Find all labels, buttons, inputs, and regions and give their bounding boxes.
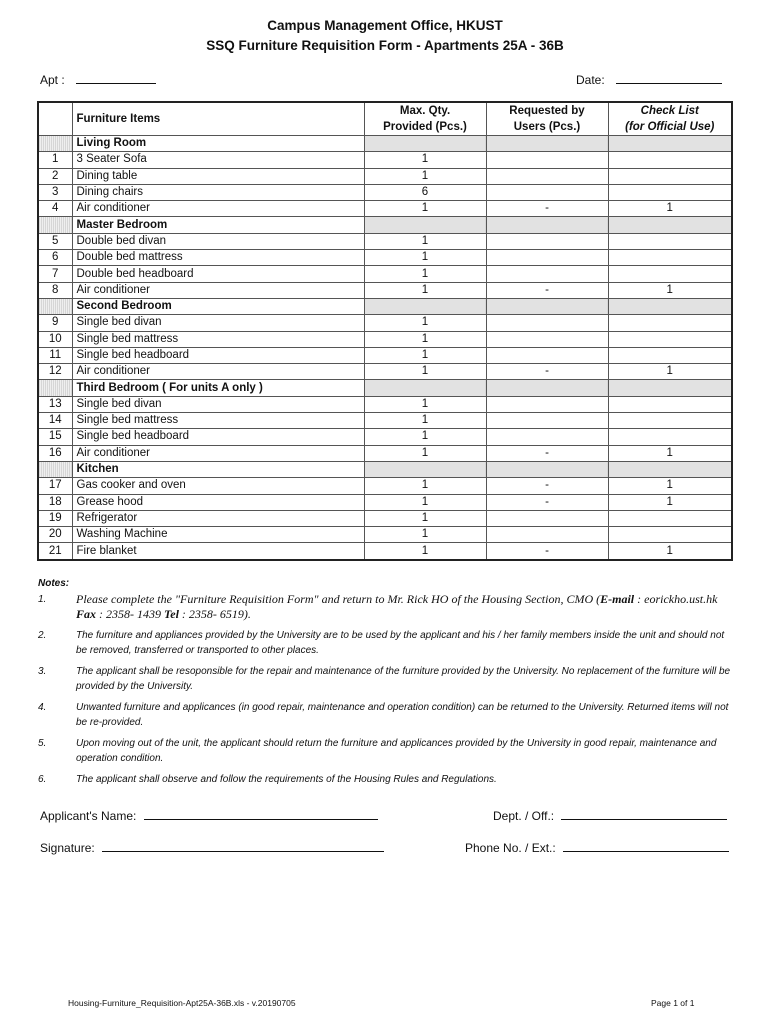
row-number: 3 [38, 184, 72, 200]
max-qty-cell: 1 [364, 282, 486, 298]
apt-field[interactable] [40, 72, 156, 87]
requested-qty-cell[interactable]: - [486, 445, 608, 461]
row-number: 19 [38, 510, 72, 526]
item-name: 3 Seater Sofa [72, 152, 364, 168]
item-name: Single bed mattress [72, 413, 364, 429]
section-row [38, 136, 732, 152]
row-number: 13 [38, 396, 72, 412]
table-row [38, 396, 732, 412]
item-name: Dining chairs [72, 184, 364, 200]
max-qty-cell: 1 [364, 494, 486, 510]
item-name: Double bed mattress [72, 250, 364, 266]
applicant-name-label: Applicant's Name: [40, 809, 137, 823]
max-qty-cell: 1 [364, 331, 486, 347]
row-number: 4 [38, 201, 72, 217]
row-number: 5 [38, 233, 72, 249]
max-qty-cell: 1 [364, 510, 486, 526]
item-name: Refrigerator [72, 510, 364, 526]
item-name: Air conditioner [72, 445, 364, 461]
col-header-items: Furniture Items [72, 102, 364, 136]
section-label: Third Bedroom ( For units A only ) [72, 380, 364, 396]
table-row [38, 168, 732, 184]
phone-field[interactable] [465, 840, 729, 855]
apt-label: Apt : [40, 73, 65, 87]
max-qty-cell: 1 [364, 527, 486, 543]
checklist-cell: 1 [608, 201, 732, 217]
checklist-cell [608, 510, 732, 526]
table-row [38, 445, 732, 461]
item-name: Single bed mattress [72, 331, 364, 347]
table-row [38, 347, 732, 363]
note-item: 4. Unwanted furniture and applicances (in good repair, maintenance and operation condition) can be returned to the University. Returned items will not be re-provided. [38, 702, 729, 728]
notes-section [38, 578, 738, 793]
phone-line[interactable] [563, 840, 729, 852]
requested-qty-cell[interactable] [486, 527, 608, 543]
signature-line[interactable] [102, 840, 384, 852]
section-row [38, 217, 732, 233]
max-qty-cell: 1 [364, 233, 486, 249]
table-row [38, 152, 732, 168]
item-name: Double bed divan [72, 233, 364, 249]
requested-qty-cell[interactable] [486, 250, 608, 266]
table-header-row [38, 102, 732, 136]
row-number: 17 [38, 478, 72, 494]
table-row [38, 201, 732, 217]
dept-field[interactable] [493, 808, 727, 823]
row-number: 15 [38, 429, 72, 445]
note-item: 1. Please complete the "Furniture Requisition Form" and return to Mr. Rick HO of the Housing Section, CMO (E-mail : eorickho.ust.hk Fax : 2358- 1439 Tel : 2358- 6519). [38, 592, 718, 621]
checklist-cell: 1 [608, 282, 732, 298]
checklist-cell [608, 152, 732, 168]
section-row [38, 461, 732, 477]
item-name: Washing Machine [72, 527, 364, 543]
table-row [38, 184, 732, 200]
signature-field[interactable] [40, 840, 384, 855]
max-qty-cell: 1 [364, 478, 486, 494]
row-number: 9 [38, 315, 72, 331]
checklist-cell [608, 184, 732, 200]
row-number: 7 [38, 266, 72, 282]
table-row [38, 494, 732, 510]
col-header-checklist: Check List (for Official Use) [608, 102, 732, 136]
footer-page: Page 1 of 1 [651, 998, 695, 1008]
max-qty-cell: 1 [364, 201, 486, 217]
note-item: 6. The applicant shall observe and follow the requirements of the Housing Rules and Regulations. [38, 774, 497, 785]
furniture-table [37, 101, 733, 561]
requested-qty-cell[interactable] [486, 347, 608, 363]
table-row [38, 543, 732, 560]
apt-input-line[interactable] [76, 72, 156, 84]
checklist-cell [608, 396, 732, 412]
max-qty-cell: 1 [364, 168, 486, 184]
row-number: 1 [38, 152, 72, 168]
checklist-cell [608, 250, 732, 266]
checklist-cell: 1 [608, 445, 732, 461]
requested-qty-cell[interactable]: - [486, 282, 608, 298]
item-name: Fire blanket [72, 543, 364, 560]
table-row [38, 233, 732, 249]
table-row [38, 527, 732, 543]
date-input-line[interactable] [616, 72, 722, 84]
row-number: 2 [38, 168, 72, 184]
section-label: Kitchen [72, 461, 364, 477]
section-row [38, 298, 732, 314]
item-name: Single bed divan [72, 396, 364, 412]
requested-qty-cell[interactable] [486, 184, 608, 200]
row-number: 14 [38, 413, 72, 429]
table-row [38, 250, 732, 266]
row-number: 12 [38, 364, 72, 380]
row-number: 10 [38, 331, 72, 347]
dept-label: Dept. / Off.: [493, 809, 555, 823]
max-qty-cell: 1 [364, 396, 486, 412]
table-row [38, 331, 732, 347]
footer-filename: Housing-Furniture_Requisition-Apt25A-36B.xls - v.20190705 [68, 998, 296, 1008]
requested-qty-cell[interactable] [486, 315, 608, 331]
checklist-cell [608, 429, 732, 445]
checklist-cell [608, 347, 732, 363]
col-header-max: Max. Qty. Provided (Pcs.) [364, 102, 486, 136]
requested-qty-cell[interactable]: - [486, 201, 608, 217]
row-number: 8 [38, 282, 72, 298]
max-qty-cell: 1 [364, 152, 486, 168]
dept-line[interactable] [561, 808, 727, 820]
requested-qty-cell[interactable] [486, 413, 608, 429]
table-row [38, 510, 732, 526]
item-name: Single bed divan [72, 315, 364, 331]
requested-qty-cell[interactable] [486, 429, 608, 445]
checklist-cell [608, 168, 732, 184]
requested-qty-cell[interactable] [486, 152, 608, 168]
checklist-cell: 1 [608, 478, 732, 494]
col-header-requested: Requested by Users (Pcs.) [486, 102, 608, 136]
item-name: Dining table [72, 168, 364, 184]
item-name: Air conditioner [72, 364, 364, 380]
item-name: Single bed headboard [72, 429, 364, 445]
date-field[interactable] [576, 72, 722, 87]
checklist-cell [608, 527, 732, 543]
max-qty-cell: 1 [364, 315, 486, 331]
section-label: Second Bedroom [72, 298, 364, 314]
row-number: 21 [38, 543, 72, 560]
max-qty-cell: 1 [364, 543, 486, 560]
checklist-cell [608, 266, 732, 282]
item-name: Air conditioner [72, 282, 364, 298]
max-qty-cell: 1 [364, 445, 486, 461]
checklist-cell [608, 413, 732, 429]
max-qty-cell: 1 [364, 364, 486, 380]
phone-label: Phone No. / Ext.: [465, 841, 556, 855]
checklist-cell [608, 315, 732, 331]
table-row [38, 429, 732, 445]
checklist-cell [608, 331, 732, 347]
row-number: 6 [38, 250, 72, 266]
note-item: 2. The furniture and appliances provided by the University are to be used by the applicant and his / her family members inside the unit and should not be removed, transferred or transported to other places. [38, 630, 725, 656]
max-qty-cell: 1 [364, 429, 486, 445]
table-row [38, 478, 732, 494]
requested-qty-cell[interactable] [486, 266, 608, 282]
signature-label: Signature: [40, 841, 95, 855]
row-number: 11 [38, 347, 72, 363]
requested-qty-cell[interactable]: - [486, 478, 608, 494]
applicant-name-field[interactable] [40, 808, 378, 823]
item-name: Grease hood [72, 494, 364, 510]
checklist-cell: 1 [608, 364, 732, 380]
notes-title: Notes: [38, 578, 70, 589]
table-row [38, 266, 732, 282]
note-item: 5. Upon moving out of the unit, the applicant should return the furniture and applicances provided by the University in good repair, maintenance and operation condition. [38, 738, 717, 764]
table-row [38, 282, 732, 298]
requested-qty-cell[interactable] [486, 233, 608, 249]
row-number: 16 [38, 445, 72, 461]
item-name: Gas cooker and oven [72, 478, 364, 494]
form-org-title: Campus Management Office, HKUST [267, 18, 503, 33]
applicant-name-line[interactable] [144, 808, 378, 820]
row-number: 18 [38, 494, 72, 510]
requested-qty-cell[interactable] [486, 168, 608, 184]
item-name: Single bed headboard [72, 347, 364, 363]
max-qty-cell: 1 [364, 347, 486, 363]
checklist-cell [608, 233, 732, 249]
requested-qty-cell[interactable] [486, 331, 608, 347]
checklist-cell: 1 [608, 543, 732, 560]
requested-qty-cell[interactable] [486, 396, 608, 412]
table-row [38, 315, 732, 331]
requested-qty-cell[interactable]: - [486, 364, 608, 380]
item-name: Double bed headboard [72, 266, 364, 282]
date-label: Date: [576, 73, 605, 87]
row-number: 20 [38, 527, 72, 543]
table-row [38, 364, 732, 380]
checklist-cell: 1 [608, 494, 732, 510]
max-qty-cell: 1 [364, 266, 486, 282]
item-name: Air conditioner [72, 201, 364, 217]
requested-qty-cell[interactable]: - [486, 494, 608, 510]
max-qty-cell: 6 [364, 184, 486, 200]
requested-qty-cell[interactable]: - [486, 543, 608, 560]
section-row [38, 380, 732, 396]
requested-qty-cell[interactable] [486, 510, 608, 526]
section-label: Living Room [72, 136, 364, 152]
form-title: SSQ Furniture Requisition Form - Apartments 25A - 36B [206, 38, 564, 53]
max-qty-cell: 1 [364, 413, 486, 429]
max-qty-cell: 1 [364, 250, 486, 266]
note-item: 3. The applicant shall be resoponsible for the repair and maintenance of the furniture provided by the University. No replacement of the furniture will be provided by the University. [38, 666, 731, 692]
section-label: Master Bedroom [72, 217, 364, 233]
table-row [38, 413, 732, 429]
